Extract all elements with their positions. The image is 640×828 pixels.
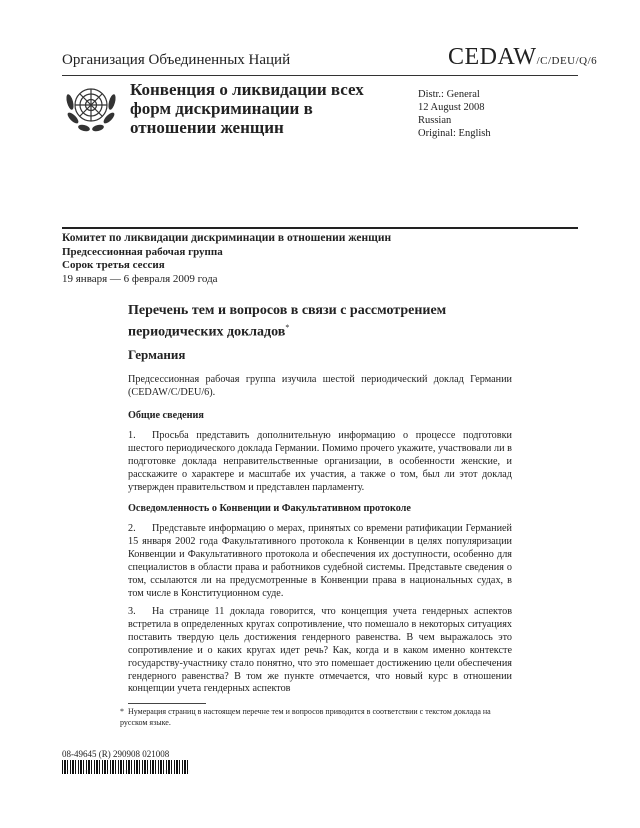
section-heading-general: Общие сведения: [128, 410, 204, 421]
footnote: [120, 707, 512, 728]
committee-name: Комитет по ликвидации дискриминации в отношении женщин: [62, 232, 392, 244]
intro-paragraph: Предсессионная рабочая группа изучила шестой периодический доклад Германии (CEDAW/C/DEU/6).: [128, 374, 512, 398]
footnote-text: Нумерация страниц в настоящем перечне тем и вопросов приводится в соответствии с текстом доклада на русском языке.: [120, 707, 491, 727]
paragraph-text: На странице 11 доклада говорится, что концепция учета гендерных аспектов встретила в определенных кругах сопротивление, что помешало в некоторых ситуациях поставить твердую цель достижения гендерного равенства. В чем выражалось это сопротивление и о каких кругах идет речь? Как, когда и в каком именно контексте государству-участнику стало понятно, что это помешает достижению цели обеспечения гендерного равенства? В том же пункте отмечается, что новый курс в отношении концепции учета гендерных аспектов: [128, 606, 512, 695]
paragraph-number: 2.: [128, 523, 136, 534]
issue-date: 12 August 2008: [418, 102, 485, 113]
symbol-main: CEDAW: [448, 44, 537, 70]
document-language: Russian: [418, 115, 452, 126]
paragraph-text: Представьте информацию о мерах, принятых со времени ратификации Германией 15 января 2002 года Факультативного протокола к Конвенции в целях популяризации Конвенции и Факультативного протокола и обеспечения их доступности, особенно для специалистов в области права и работников судебной системы. Представьте сведения о том, ссылаются ли на предусмотренные в Конвенции права в национальных судах, в том числе в Конституционном суде.: [128, 523, 512, 599]
document-title: [128, 302, 528, 341]
paragraph-2: [128, 523, 512, 600]
session-dates: 19 января — 6 февраля 2009 года: [62, 272, 218, 285]
paragraph-number: 1.: [128, 430, 136, 441]
paragraph-1: [128, 430, 512, 495]
document-symbol: [448, 44, 597, 71]
un-emblem-icon: [64, 80, 118, 134]
session-name: Сорок третья сессия: [62, 259, 165, 271]
symbol-suffix: /C/DEU/Q/6: [536, 55, 598, 67]
paragraph-3: [128, 606, 512, 696]
footnote-mark: *: [120, 707, 124, 716]
country-heading: Германия: [128, 347, 186, 362]
organization-name: Организация Объединенных Наций: [62, 52, 291, 68]
original-language: Original: English: [418, 128, 491, 139]
footnote-rule: [128, 703, 206, 704]
document-number: 08-49645 (R) 290908 021008: [62, 749, 170, 759]
convention-title: Конвенция о ликвидации всех форм дискриминации в отношении женщин: [130, 80, 364, 137]
distribution-status: Distr.: General: [418, 89, 480, 100]
header-rule: [62, 75, 578, 76]
paragraph-number: 3.: [128, 606, 136, 617]
masthead-rule: [62, 227, 578, 229]
title-text: Перечень тем и вопросов в связи с рассмотрением периодических докладов: [128, 303, 447, 340]
title-footnote-mark: *: [285, 323, 290, 332]
barcode-icon: [62, 760, 190, 774]
distribution-block: [418, 88, 491, 140]
section-heading-awareness: Осведомленность о Конвенции и Факультативном протоколе: [128, 503, 411, 514]
committee-block: [62, 232, 582, 286]
working-group: Предсессионная рабочая группа: [62, 245, 223, 258]
paragraph-text: Просьба представить дополнительную информацию о процессе подготовки шестого периодического доклада Германии. Помимо прочего укажите, участвовали ли в подготовке доклада неправительственные организации, в особенности женские, и расскажите о характере и масштабе их участия, а также о том, был ли этот доклад утвержден правительством и представлен парламенту.: [128, 430, 512, 493]
